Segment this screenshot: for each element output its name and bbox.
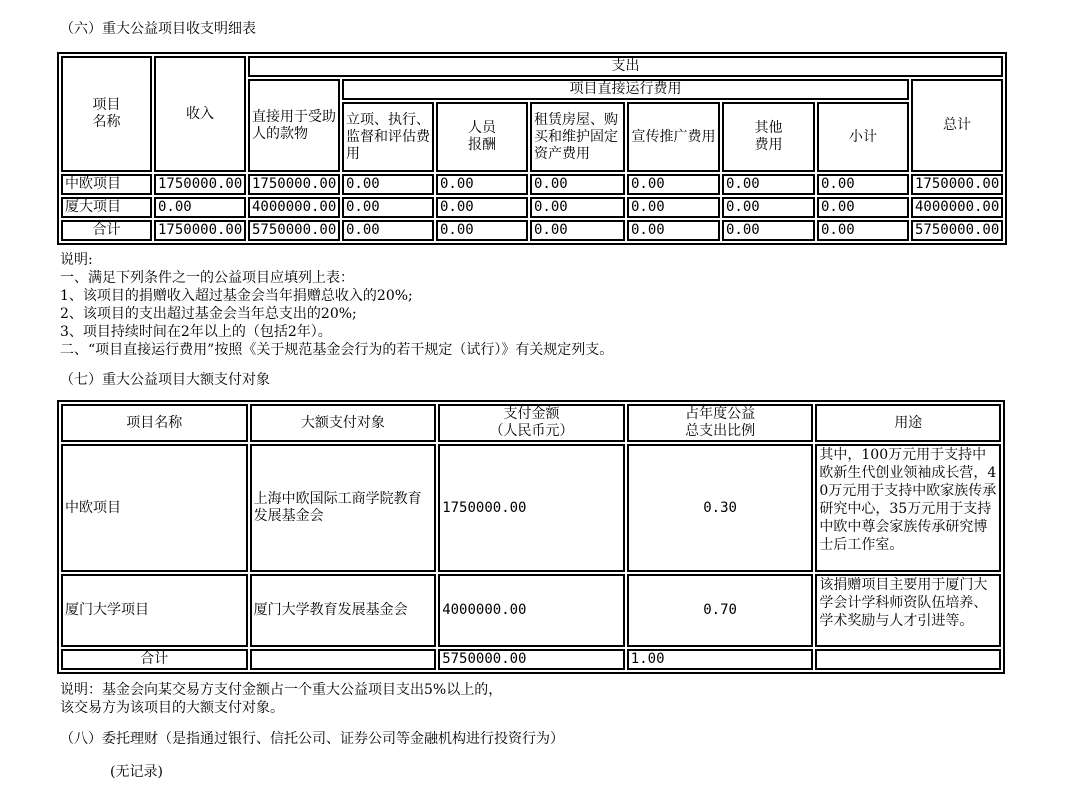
row-usage: 其中，100万元用于支持中欧新生代创业领袖成长营，40万元用于支持中欧家族传承研究中心，35万元用于支持中欧中尊会家族传承研究博士后工作室。 <box>815 444 1001 572</box>
row-promo: 0.00 <box>627 220 720 241</box>
table-row-total <box>61 649 1001 670</box>
row-aid: 5750000.00 <box>248 220 340 241</box>
section7-note: 该交易方为该项目的大额支付对象。 <box>60 700 284 716</box>
section8-title: （八）委托理财（是指通过银行、信托公司、证券公司等金融机构进行投资行为） <box>60 731 564 747</box>
total-ratio: 1.00 <box>627 649 814 670</box>
header-other: 其他 费用 <box>722 102 815 172</box>
row-ratio: 0.30 <box>627 444 814 572</box>
row-promo: 0.00 <box>627 197 720 218</box>
section7-note: 说明：基金会向某交易方支付金额占一个重大公益项目支出5%以上的， <box>60 682 503 698</box>
header-usage: 用途 <box>815 404 1001 442</box>
section6-note-heading: 说明: <box>60 252 93 268</box>
row-usage: 该捐赠项目主要用于厦门大学会计学科师资队伍培养、学术奖励与人才引进等。 <box>815 574 1001 647</box>
row-name: 中欧项目 <box>61 444 248 572</box>
row-income: 1750000.00 <box>154 220 246 241</box>
table-row-total <box>61 220 1003 241</box>
row-amount: 1750000.00 <box>438 444 625 572</box>
header-subtotal: 小计 <box>817 102 909 172</box>
row-ratio: 0.70 <box>627 574 814 647</box>
section6-title: （六）重大公益项目收支明细表 <box>60 21 256 37</box>
section6-note: 一、满足下列条件之一的公益项目应填列上表： <box>60 270 354 286</box>
row-promo: 0.00 <box>627 174 720 195</box>
header-total: 总计 <box>911 79 1003 172</box>
row-mgmt: 0.00 <box>342 197 434 218</box>
header-amount: 支付金额 （人民币元） <box>438 404 625 442</box>
row-rent: 0.00 <box>530 220 625 241</box>
row-subtotal: 0.00 <box>817 220 909 241</box>
header-payee: 大额支付对象 <box>250 404 437 442</box>
row-rent: 0.00 <box>530 197 625 218</box>
row-name: 合计 <box>61 220 152 241</box>
row-staff: 0.00 <box>436 220 528 241</box>
header-direct-aid: 直接用于受助人的款物 <box>248 79 340 172</box>
header-promo: 宣传推广费用 <box>627 102 720 172</box>
section6-note: 1、该项目的捐赠收入超过基金会当年捐赠总收入的20%; <box>60 288 413 304</box>
header-rent: 租赁房屋、购买和维护固定资产费用 <box>530 102 625 172</box>
header-income: 收入 <box>154 56 246 172</box>
section7-title: （七）重大公益项目大额支付对象 <box>60 372 270 388</box>
header-project-name: 项目 名称 <box>61 56 152 172</box>
row-income: 1750000.00 <box>154 174 246 195</box>
table-row <box>61 197 1003 218</box>
row-subtotal: 0.00 <box>817 174 909 195</box>
section8-content: (无记录) <box>110 764 163 780</box>
row-name: 厦门大学项目 <box>61 574 248 647</box>
row-payee: 上海中欧国际工商学院教育发展基金会 <box>250 444 437 572</box>
row-income: 0.00 <box>154 197 246 218</box>
row-payee: 厦门大学教育发展基金会 <box>250 574 437 647</box>
section6-note: 2、该项目的支出超过基金会当年总支出的20%; <box>60 306 357 322</box>
row-mgmt: 0.00 <box>342 174 434 195</box>
total-usage <box>815 649 1001 670</box>
large-payment-table <box>57 400 1005 674</box>
row-name: 中欧项目 <box>61 174 152 195</box>
header-staff: 人员 报酬 <box>436 102 528 172</box>
row-rent: 0.00 <box>530 174 625 195</box>
header-name: 项目名称 <box>61 404 248 442</box>
row-aid: 1750000.00 <box>248 174 340 195</box>
total-amount: 5750000.00 <box>438 649 625 670</box>
row-total: 4000000.00 <box>911 197 1003 218</box>
section6-note: 二、“项目直接运行费用”按照《关于规范基金会行为的若干规定（试行）》有关规定列支。 <box>60 342 614 358</box>
header-project-mgmt: 立项、执行、监督和评估费用 <box>342 102 434 172</box>
header-direct-cost: 项目直接运行费用 <box>342 79 909 100</box>
row-name: 厦大项目 <box>61 197 152 218</box>
header-expense: 支出 <box>248 56 1003 77</box>
row-amount: 4000000.00 <box>438 574 625 647</box>
row-aid: 4000000.00 <box>248 197 340 218</box>
row-other: 0.00 <box>722 174 815 195</box>
row-other: 0.00 <box>722 220 815 241</box>
row-total: 5750000.00 <box>911 220 1003 241</box>
row-total: 1750000.00 <box>911 174 1003 195</box>
row-other: 0.00 <box>722 197 815 218</box>
section6-note: 3、项目持续时间在2年以上的（包括2年）。 <box>60 324 332 340</box>
row-staff: 0.00 <box>436 197 528 218</box>
table-row <box>61 444 1001 572</box>
row-subtotal: 0.00 <box>817 197 909 218</box>
total-label: 合计 <box>61 649 248 670</box>
table-row <box>61 574 1001 647</box>
row-staff: 0.00 <box>436 174 528 195</box>
total-payee <box>250 649 437 670</box>
income-expense-table <box>57 52 1007 245</box>
header-ratio: 占年度公益 总支出比例 <box>627 404 814 442</box>
row-mgmt: 0.00 <box>342 220 434 241</box>
table-row <box>61 174 1003 195</box>
